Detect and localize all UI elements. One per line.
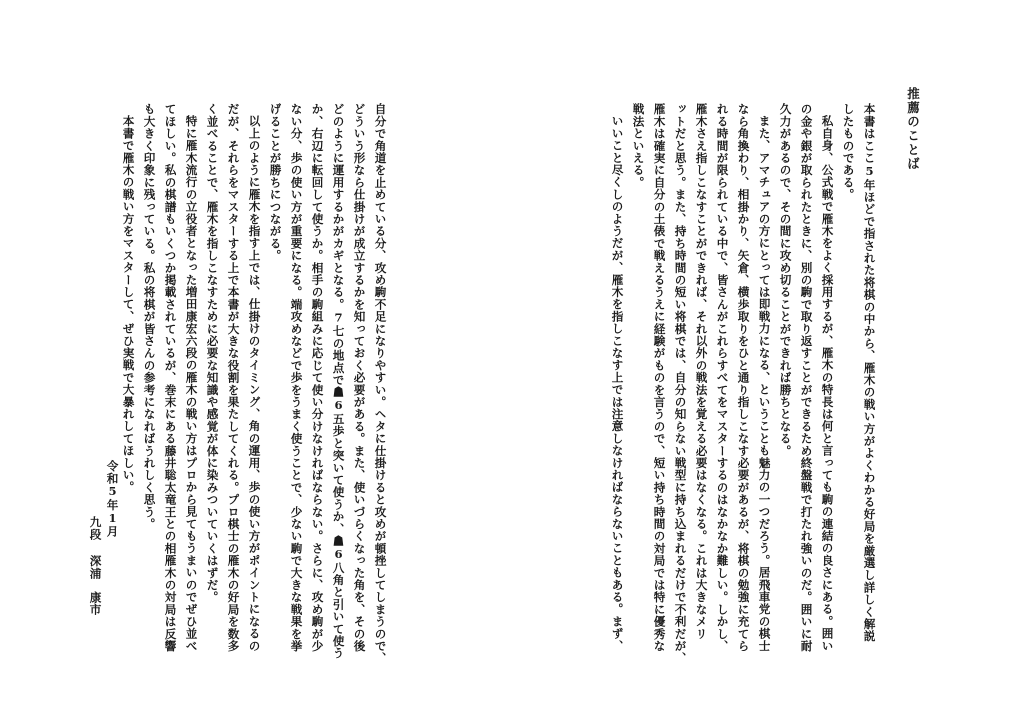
body-column: どういう形なら仕掛けが成立するかを知っておく必要がある。また、使いづらくなった角を、その後: [352, 103, 367, 652]
body-column: 自分で角道を止めている分、攻め駒不足になりやすい。ヘタに仕掛けると攻めが頓挫してしまうので、: [373, 103, 388, 665]
body-column: げることが勝ちにつながる。: [268, 103, 283, 262]
author-rank: 九段: [88, 516, 103, 541]
body-column: てほしい。私の棋譜もいくつか掲載されているが、巻末にある藤井聡太竜王との相雁木の対局は反響: [163, 103, 178, 652]
body-column: 戦法といえる。: [631, 103, 646, 189]
body-column: ットだと思う。また、持ち時間の短い将棋では、自分の知らない戦型に持ち込まれるだけで不利だが、: [673, 103, 688, 665]
body-column: の金や銀が取られたときに、別の駒で取り返すことができるため終盤戦で打たれ強いのだ。囲いに耐: [799, 103, 814, 652]
body-column: ない分、歩の使い方が重要になる。端攻めなどで歩をうまく使うことで、少ない駒で大きな戦果を挙: [289, 103, 304, 652]
body-column: 本書はここ5年ほどで指された将棋の中から、雁木の戦い方がよくわかる好局を厳選し詳しく解説: [862, 103, 877, 643]
body-column: 特に雁木流行の立役者となった増田康宏六段の雁木の戦い方はプロから見てもうまいのでぜひ並べ: [184, 115, 199, 652]
body-column: か、右辺に転回して使うか。相手の駒組みに応じて使い分けなければならない。さらに、攻め駒が少: [310, 103, 325, 652]
body-column: どのように運用するかがカギとなる。7七の地点で☗6五歩と突いて使うか、☗6八角と引いて使う: [331, 103, 346, 660]
body-column: 本書で雁木の戦い方をマスターして、ぜひ実戦で大暴れしてほしい。: [121, 115, 136, 494]
body-column: も大きく印象に残っている。私の将棋が皆さんの参考になればうれしく思う。: [142, 103, 157, 530]
body-column: 以上のように雁木を指す上では、仕掛けのタイミング、角の運用、歩の使い方がポイントになるの: [247, 115, 262, 652]
body-column: 雁木は確実に自分の土俵で戦えるうえに経験がものを言うので、短い持ち時間の対局では特に優秀な: [652, 103, 667, 652]
body-column: 雁木さえ指しこなすことができれば、それ以外の戦法を覚える必要はなくなる。これは大きなメリ: [694, 103, 709, 640]
date-line: 令和5年1月: [105, 460, 120, 538]
body-column: また、アマチュアの方にとっては即戦力になる、ということも魅力の一つだろう。居飛車党の棋士: [757, 115, 772, 652]
page-title: 推薦のことば: [905, 87, 921, 171]
body-column: なら角換わり、相掛かり、矢倉、横歩取りをひと通り指しこなす必要があるが、将棋の勉強に充てら: [736, 103, 751, 652]
body-column: したものである。: [841, 103, 856, 201]
body-column: 私自身、公式戦で雁木をよく採用するが、雁木の特長は何と言っても駒の連結の良さにある。囲い: [820, 115, 835, 652]
body-column: く並べることで、雁木を指しこなすために必要な知識や感覚が体に染みついていくはずだ。: [205, 103, 220, 604]
body-column: 久力があるので、その間に攻め切ることができれば勝ちとなる。: [778, 103, 793, 457]
body-column: だが、それらをマスターする上で本書が大きな役割を果たしてくれる。プロ棋士の雁木の好局を数多: [226, 103, 241, 652]
body-column: れる時間が限られている中で、皆さんがこれらすべてをマスターするのはなかなか難しい。しかし、: [715, 103, 730, 652]
body-column: いいこと尽くしのようだが、雁木を指しこなす上では注意しなければならないこともある。まず、: [610, 115, 625, 652]
author-name: 深浦 康市: [88, 555, 103, 616]
